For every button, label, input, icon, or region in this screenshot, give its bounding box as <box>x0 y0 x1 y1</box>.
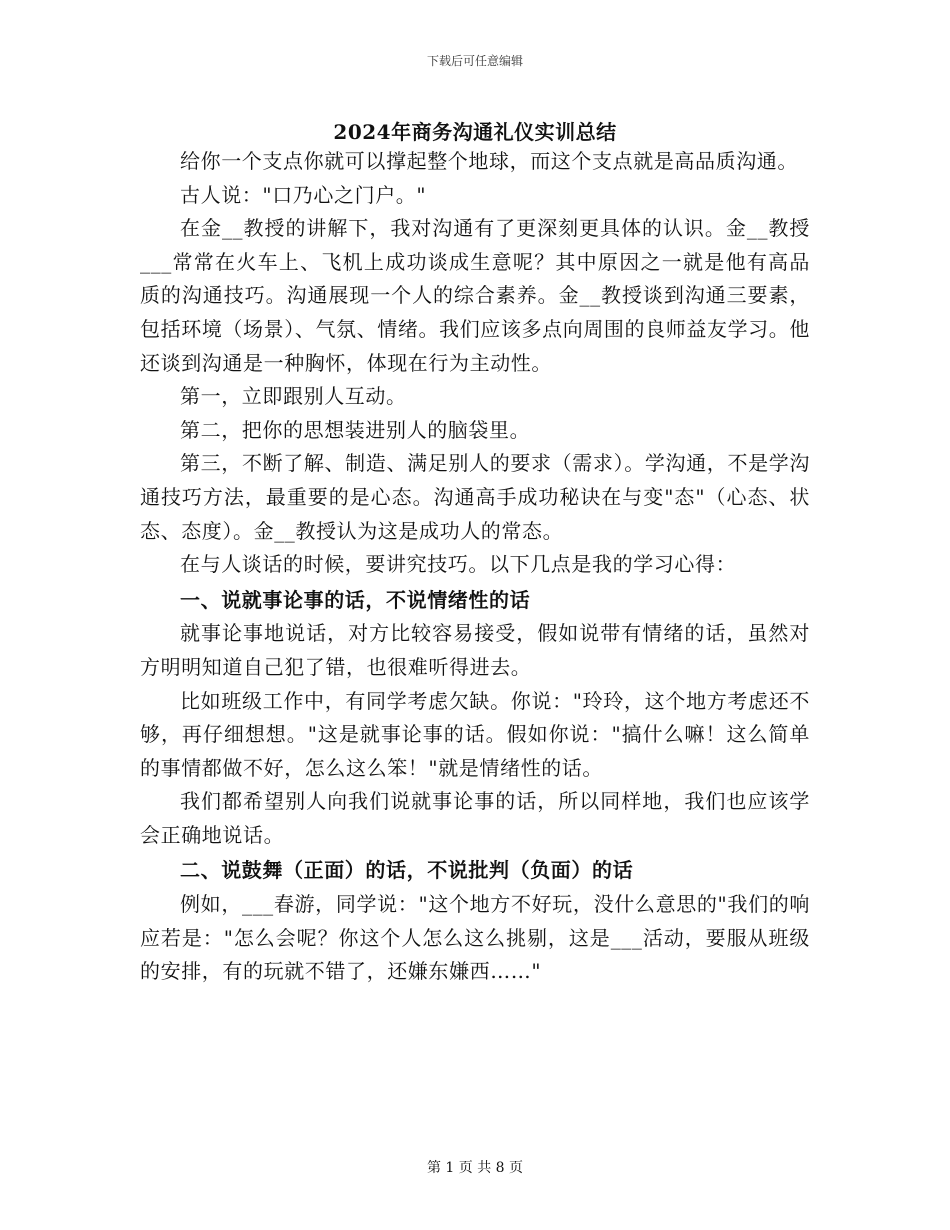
paragraph: 在金__教授的讲解下，我对沟通有了更深刻更具体的认识。金__教授___常常在火车上、飞机上成功谈成生意呢？其中原因之一就是他有高品质的沟通技巧。沟通展现一个人的综合素养。金__教授谈到沟通三要素，包括环境（场景）、气氛、情绪。我们应该多点向周围的良师益友学习。他还谈到沟通是一种胸怀，体现在行为主动性。 <box>140 216 810 375</box>
page-header: 下载后可任意编辑 <box>426 54 523 68</box>
paragraph: 第二，把你的思想装进别人的脑袋里。 <box>180 417 531 442</box>
paragraph: 第三，不断了解、制造、满足别人的要求（需求）。学沟通，不是学沟通技巧方法，最重要的是心态。沟通高手成功秘诀在与变"态"（心态、状态、态度）。金__教授认为这是成功人的常态。 <box>140 451 810 543</box>
paragraph: 给你一个支点你就可以撑起整个地球，而这个支点就是高品质沟通。 <box>180 149 798 173</box>
paragraph: 在与人谈话的时候，要讲究技巧。以下几点是我的学习心得： <box>180 552 737 577</box>
section-heading: 二、说鼓舞（正面）的话，不说批判（负面）的话 <box>180 858 634 883</box>
document-body <box>140 145 810 989</box>
paragraph: 我们都希望别人向我们说就事论事的话，所以同样地，我们也应该学会正确地说话。 <box>140 789 810 847</box>
paragraph: 例如，___春游，同学说："这个地方不好玩，没什么意思的"我们的响应若是："怎么会呢？你这个人怎么这么挑剔，这是___活动，要服从班级的安排，有的玩就不错了，还嫌东嫌西……" <box>140 892 810 984</box>
paragraph: 就事论事地说话，对方比较容易接受，假如说带有情绪的话，虽然对方明明知道自己犯了错，也很难听得进去。 <box>140 621 810 679</box>
paragraph: 古人说："口乃心之门户。" <box>180 182 427 207</box>
document-title: 2024年商务沟通礼仪实训总结 <box>333 120 617 144</box>
paragraph: 第一，立即跟别人互动。 <box>180 384 407 409</box>
section-heading: 一、说就事论事的话，不说情绪性的话 <box>180 587 531 612</box>
page-footer: 第 1 页 共 8 页 <box>426 1160 524 1176</box>
paragraph: 比如班级工作中，有同学考虑欠缺。你说："玲玲，这个地方考虑还不够，再仔细想想。"这是就事论事的话。假如你说："搞什么嘛！这么简单的事情都做不好，怎么这么笨！"就是情绪性的话。 <box>140 688 810 780</box>
